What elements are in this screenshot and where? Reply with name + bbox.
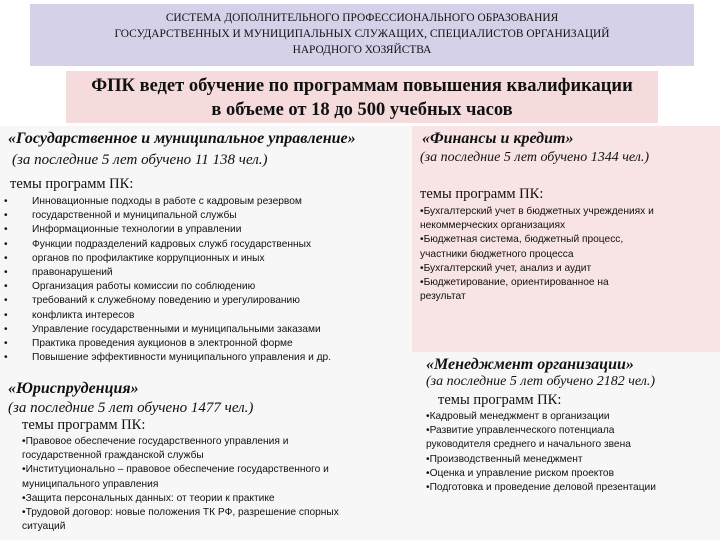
list-item: •Трудовой договор: новые положения ТК РФ, разрешение спорных [22,507,339,519]
bullet-icon: • [4,210,8,222]
list-item: •Защита персональных данных: от теории к практике [22,492,275,504]
system-header-banner [30,4,694,66]
gov-topics-label: темы программ ПК: [10,176,134,192]
bullet-icon: • [4,309,8,321]
fin-title: «Финансы и кредит» [422,130,574,147]
list-item: • Организация работы комиссии по соблюдению [2,280,408,294]
list-item: • государственной и муниципальной службы [2,209,408,223]
fin-topics-label: темы программ ПК: [420,186,544,202]
law-title: «Юриспруденция» [8,380,139,397]
gov-subtitle: (за последние 5 лет обучено 11 138 чел.) [12,152,268,168]
main-heading-line-2: в объеме от 18 до 500 учебных часов [211,100,513,120]
panel-management [412,352,720,540]
bullet-icon: • [4,267,8,279]
gov-topics-list [2,195,408,365]
list-item: результат [420,291,466,303]
list-item: •Подготовка и проведение деловой презентации [426,482,656,494]
list-item: • Инновационные подходы в работе с кадровым резервом [2,195,408,209]
bullet-icon: • [4,252,8,264]
list-item: • Функции подразделений кадровых служб государственных [2,238,408,252]
list-item: •Бухгалтерский учет, анализ и аудит [420,262,592,274]
bullet-icon: • [4,238,8,250]
list-item: государственной гражданской службы [22,450,204,462]
main-heading-line-1: ФПК ведет обучение по программам повышения квалификации [91,76,633,96]
list-item: •Правовое обеспечение государственного управления и [22,436,289,447]
list-item: •Бюджетная система, бюджетный процесс, [420,234,624,246]
gov-title: «Государственное и муниципальное управление» [8,130,356,147]
list-item: • конфликта интересов [2,309,408,323]
bullet-icon: • [4,352,8,364]
law-subtitle: (за последние 5 лет обучено 1477 чел.) [8,400,254,416]
panel-jurisprudence [0,370,412,540]
mgmt-topics-list [426,410,718,495]
bullet-icon: • [4,196,8,207]
list-item: • требований к служебному поведению и урегулированию [2,294,408,308]
list-item: • правонарушений [2,266,408,280]
header-line-2: ГОСУДАРСТВЕННЫХ И МУНИЦИПАЛЬНЫХ СЛУЖАЩИХ, СПЕЦИАЛИСТОВ ОРГАНИЗАЦИЙ [114,28,610,40]
header-line-1: СИСТЕМА ДОПОЛНИТЕЛЬНОГО ПРОФЕССИОНАЛЬНОГО ОБРАЗОВАНИЯ [165,12,559,24]
list-item: • Управление государственными и муниципальными заказами [2,323,408,337]
fin-topics-list [420,205,718,304]
list-item: участники бюджетного процесса [420,248,574,260]
mgmt-topics-label: темы программ ПК: [438,392,562,408]
law-topics-label: темы программ ПК: [22,417,146,433]
list-item: •Институционально – правовое обеспечение государственного и [22,464,329,476]
list-item: •Кадровый менеджмент в организации [426,411,610,422]
list-item: •Производственный менеджмент [426,453,583,465]
list-item: •Бухгалтерский учет в бюджетных учреждениях и [420,206,654,217]
list-item: • Практика проведения аукционов в электронной форме [2,337,408,351]
list-item: ситуаций [22,521,66,533]
list-item: •Бюджетирование, ориентированное на [420,277,609,289]
header-line-3: НАРОДНОГО ХОЗЯЙСТВА [292,44,432,56]
main-heading [66,71,658,123]
bullet-icon: • [4,224,8,236]
list-item: муниципального управления [22,478,159,490]
fin-subtitle: (за последние 5 лет обучено 1344 чел.) [420,150,650,165]
panel-government-management [0,126,412,370]
list-item: руководителя среднего и начального звена [426,439,631,451]
law-topics-list [22,435,408,534]
bullet-icon: • [4,295,8,307]
panel-finance-credit [412,126,720,352]
bullet-icon: • [4,338,8,350]
list-item: • Информационные технологии в управлении [2,223,408,237]
bullet-icon: • [4,281,8,293]
list-item: некоммерческих организациях [420,220,566,232]
list-item: • органов по профилактике коррупционных и иных [2,252,408,266]
list-item: • Повышение эффективности муниципального управления и др. [2,351,408,365]
mgmt-title: «Менеджмент организации» [426,356,634,373]
mgmt-subtitle: (за последние 5 лет обучено 2182 чел.) [426,374,656,389]
list-item: •Развитие управленческого потенциала [426,425,615,437]
list-item: •Оценка и управление риском проектов [426,467,614,479]
bullet-icon: • [4,323,8,335]
